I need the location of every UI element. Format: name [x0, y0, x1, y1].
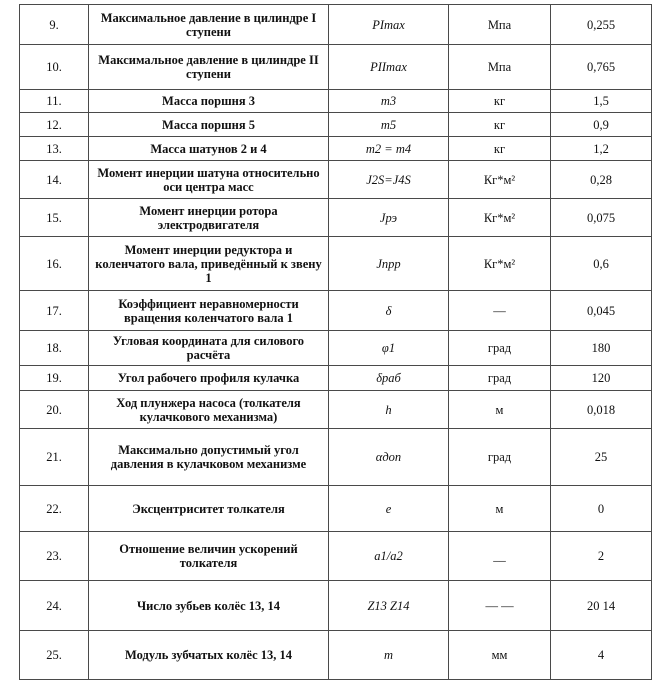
row-number: 19. [20, 366, 89, 391]
row-number: 18. [20, 331, 89, 366]
parameter-unit: м [449, 391, 551, 429]
table-row [20, 331, 652, 366]
parameter-name: Момент инерции шатуна относительно оси центра масс [89, 161, 329, 199]
parameter-name: Число зубьев колёс 13, 14 [89, 581, 329, 631]
parameter-unit: Мпа [449, 45, 551, 90]
parameter-symbol: αдоп [329, 429, 449, 486]
row-number: 24. [20, 581, 89, 631]
parameter-value: 0,765 [551, 45, 652, 90]
table-row [20, 581, 652, 631]
parameter-value: 2 [551, 532, 652, 581]
row-number: 12. [20, 113, 89, 137]
parameter-unit: кг [449, 113, 551, 137]
parameter-symbol: m5 [329, 113, 449, 137]
parameters-table [19, 4, 652, 680]
table-row [20, 486, 652, 532]
parameter-value: 0,6 [551, 237, 652, 291]
row-number: 20. [20, 391, 89, 429]
parameter-symbol: δ [329, 291, 449, 331]
parameter-value: 0,045 [551, 291, 652, 331]
parameter-unit: кг [449, 137, 551, 161]
parameter-value: 25 [551, 429, 652, 486]
parameter-symbol: e [329, 486, 449, 532]
parameter-value: 0,28 [551, 161, 652, 199]
parameter-name: Коэффициент неравномерности вращения коленчатого вала 1 [89, 291, 329, 331]
parameter-name: Эксцентриситет толкателя [89, 486, 329, 532]
parameter-value: 0,9 [551, 113, 652, 137]
parameter-symbol: Jпрр [329, 237, 449, 291]
parameter-name: Отношение величин ускорений толкателя [89, 532, 329, 581]
parameter-value: 1,2 [551, 137, 652, 161]
parameter-name: Масса поршня 3 [89, 90, 329, 113]
table-row [20, 631, 652, 680]
parameter-value: 0,255 [551, 5, 652, 45]
parameter-name: Максимально допустимый угол давления в кулачковом механизме [89, 429, 329, 486]
parameter-unit: град [449, 366, 551, 391]
table-row [20, 532, 652, 581]
row-number: 11. [20, 90, 89, 113]
table-row [20, 366, 652, 391]
table-row [20, 199, 652, 237]
parameter-symbol: PIImax [329, 45, 449, 90]
row-number: 13. [20, 137, 89, 161]
parameter-value: 20 14 [551, 581, 652, 631]
parameter-symbol: δраб [329, 366, 449, 391]
parameter-symbol: PImax [329, 5, 449, 45]
row-number: 10. [20, 45, 89, 90]
table-row [20, 161, 652, 199]
table-row [20, 291, 652, 331]
parameter-name: Максимальное давление в цилиндре II ступени [89, 45, 329, 90]
parameter-name: Угловая координата для силового расчёта [89, 331, 329, 366]
row-number: 9. [20, 5, 89, 45]
parameter-symbol: m [329, 631, 449, 680]
table-row [20, 429, 652, 486]
row-number: 22. [20, 486, 89, 532]
parameter-symbol: Jрэ [329, 199, 449, 237]
row-number: 14. [20, 161, 89, 199]
parameter-value: 1,5 [551, 90, 652, 113]
parameter-symbol: m2 = m4 [329, 137, 449, 161]
parameter-symbol: Z13 Z14 [329, 581, 449, 631]
parameter-unit: — [449, 291, 551, 331]
parameter-name: Модуль зубчатых колёс 13, 14 [89, 631, 329, 680]
table-row [20, 90, 652, 113]
row-number: 23. [20, 532, 89, 581]
parameter-value: 0,018 [551, 391, 652, 429]
parameter-symbol: φ1 [329, 331, 449, 366]
row-number: 17. [20, 291, 89, 331]
parameter-unit: __ [449, 532, 551, 581]
table-row [20, 137, 652, 161]
table-row [20, 5, 652, 45]
parameter-value: 0,075 [551, 199, 652, 237]
row-number: 16. [20, 237, 89, 291]
table-row [20, 391, 652, 429]
parameter-value: 0 [551, 486, 652, 532]
parameter-name: Масса поршня 5 [89, 113, 329, 137]
row-number: 15. [20, 199, 89, 237]
parameter-name: Масса шатунов 2 и 4 [89, 137, 329, 161]
parameter-unit: град [449, 429, 551, 486]
parameter-symbol: h [329, 391, 449, 429]
parameter-unit: Кг*м² [449, 237, 551, 291]
parameter-unit: Кг*м² [449, 199, 551, 237]
table-row [20, 113, 652, 137]
parameter-symbol: J2S=J4S [329, 161, 449, 199]
parameter-unit: — — [449, 581, 551, 631]
parameter-unit: м [449, 486, 551, 532]
parameter-unit: кг [449, 90, 551, 113]
parameter-name: Ход плунжера насоса (толкателя кулачкового механизма) [89, 391, 329, 429]
parameter-symbol: m3 [329, 90, 449, 113]
parameter-unit: Мпа [449, 5, 551, 45]
parameter-name: Момент инерции редуктора и коленчатого вала, приведённый к звену 1 [89, 237, 329, 291]
parameter-unit: Кг*м² [449, 161, 551, 199]
parameter-symbol: a1/a2 [329, 532, 449, 581]
table-row [20, 45, 652, 90]
row-number: 25. [20, 631, 89, 680]
parameter-name: Максимальное давление в цилиндре I ступени [89, 5, 329, 45]
parameter-name: Момент инерции ротора электродвигателя [89, 199, 329, 237]
table-row [20, 237, 652, 291]
parameter-name: Угол рабочего профиля кулачка [89, 366, 329, 391]
row-number: 21. [20, 429, 89, 486]
parameter-value: 4 [551, 631, 652, 680]
parameter-value: 120 [551, 366, 652, 391]
parameter-unit: град [449, 331, 551, 366]
parameter-value: 180 [551, 331, 652, 366]
parameter-unit: мм [449, 631, 551, 680]
